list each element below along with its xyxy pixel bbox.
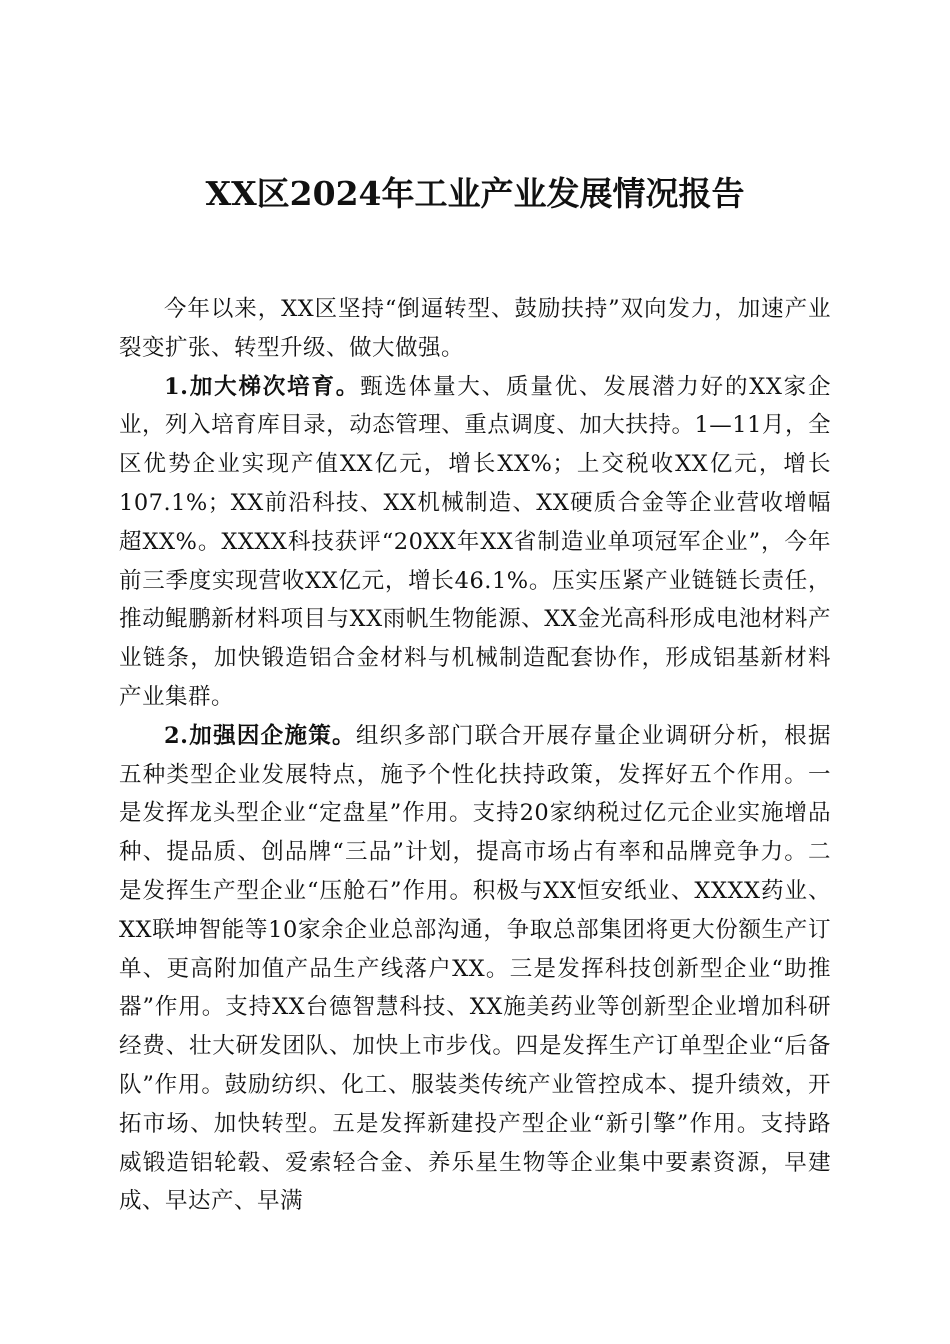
section-heading-1: 1.加大梯次培育。 [164,373,361,400]
document-body [119,290,831,1221]
document-title: XX区2024年工业产业发展情况报告 [205,174,745,213]
section-heading-2: 2.加强因企施策。 [164,722,356,749]
section-paragraph-2 [119,717,831,1221]
section-text-1: 甄选体量大、质量优、发展潜力好的XX家企业，列入培育库目录，动态管理、重点调度、加大扶持。1—11月，全区优势企业实现产值XX亿元，增长XX%；上交税收XX亿元，增长107.1%；XX前沿科技、XX机械制造、XX硬质合金等企业营收增幅超XX%。XXXX科技获评“20XX年XX省制造业单项冠军企业”，今年前三季度实现营收XX亿元，增长46.1%。压实压紧产业链链长责任，推动鲲鹏新材料项目与XX雨帆生物能源、XX金光高科形成电池材料产业链条，加快锻造铝合金材料与机械制造配套协作，形成铝基新材料产业集群。 [119,373,831,710]
intro-paragraph: 今年以来，XX区坚持“倒逼转型、鼓励扶持”双向发力，加速产业裂变扩张、转型升级、做大做强。 [119,296,831,361]
section-paragraph-1 [119,368,831,717]
section-text-2: 组织多部门联合开展存量企业调研分析，根据五种类型企业发展特点，施予个性化扶持政策，发挥好五个作用。一是发挥龙头型企业“定盘星”作用。支持20家纳税过亿元企业实施增品种、提品质、创品牌“三品”计划，提高市场占有率和品牌竞争力。二是发挥生产型企业“压舱石”作用。积极与XX恒安纸业、XXXX药业、XX联坤智能等10家余企业总部沟通，争取总部集团将更大份额生产订单、更高附加值产品生产线落户XX。三是发挥科技创新型企业“助推器”作用。支持XX台德智慧科技、XX施美药业等创新型企业增加科研经费、壮大研发团队、加快上市步伐。四是发挥生产订单型企业“后备队”作用。鼓励纺织、化工、服装类传统产业管控成本、提升绩效，开拓市场、加快转型。五是发挥新建投产型企业“新引擎”作用。支持路威锻造铝轮毂、爱索轻合金、养乐星生物等企业集中要素资源，早建成、早达产、早满 [119,722,831,1215]
